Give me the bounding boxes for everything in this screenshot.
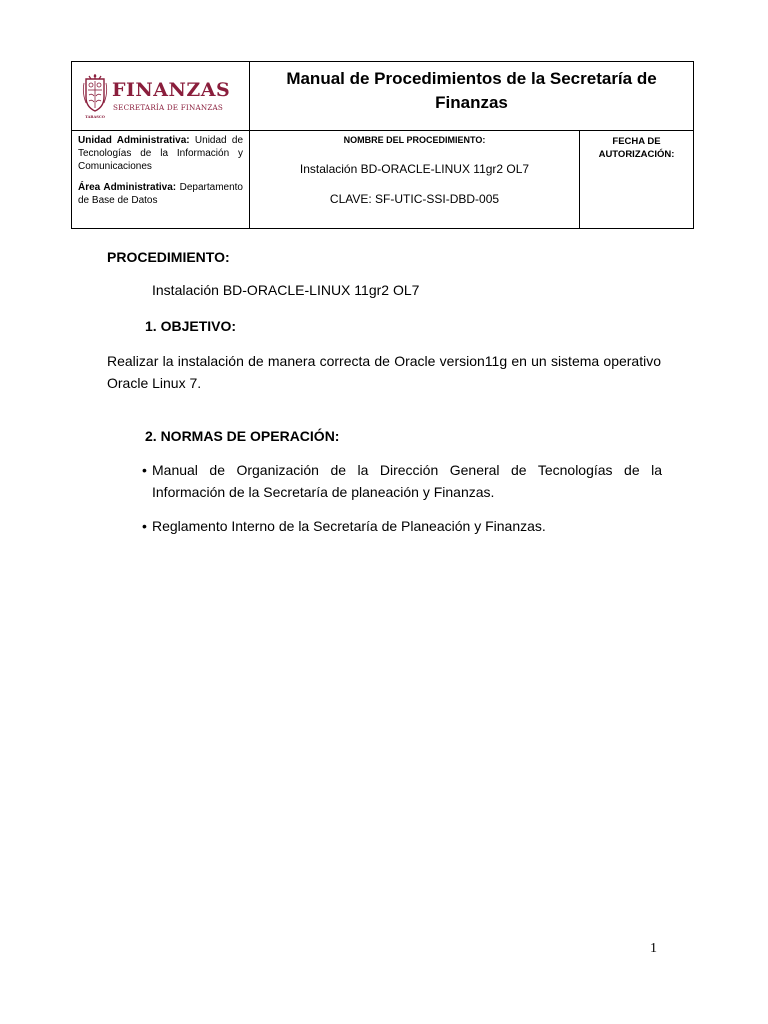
manual-title-cell <box>250 62 693 131</box>
unit-value: Unidad de Tecnologías de la Información y Comunicaciones <box>78 135 244 172</box>
unit-label: Unidad Administrativa: <box>78 135 190 146</box>
objective-heading: 1. OBJETIVO: <box>145 318 237 334</box>
date-label-line2: AUTORIZACIÓN: <box>598 149 675 160</box>
header-table <box>71 61 694 229</box>
norm-item-1 <box>142 459 662 503</box>
procedure-cell <box>250 131 580 228</box>
bullet-icon: • <box>142 518 147 534</box>
area-value: Departamento de Base de Datos <box>78 182 243 206</box>
procedure-heading: PROCEDIMIENTO: <box>107 249 230 265</box>
unit-block <box>78 134 243 173</box>
unit-cell <box>72 131 250 228</box>
page-number: 1 <box>650 941 657 956</box>
logo-subtitle: SECRETARÍA DE FINANZAS <box>113 103 224 112</box>
norm-text-2: Reglamento Interno de la Secretaría de Planeación y Finanzas. <box>152 518 546 534</box>
logo-cell <box>72 62 250 131</box>
area-label: Área Administrativa: <box>78 182 177 193</box>
norms-heading: 2. NORMAS DE OPERACIÓN: <box>145 428 340 444</box>
norm-text-1: Manual de Organización de la Dirección General de Tecnologías de la Información de la Secretaría de planeación y Finanzas. <box>152 462 662 500</box>
bullet-icon: • <box>142 462 147 478</box>
authorization-date-cell <box>580 131 693 228</box>
procedure-label: NOMBRE DEL PROCEDIMIENTO: <box>343 135 486 145</box>
procedure-title: Instalación BD-ORACLE-LINUX 11gr2 OL7 <box>152 282 420 298</box>
logo-title: FINANZAS <box>112 79 231 101</box>
finanzas-logo <box>82 73 242 119</box>
tabasco-seal-icon <box>82 73 108 119</box>
seal-caption: TABASCO <box>85 115 105 119</box>
procedure-key: CLAVE: SF-UTIC-SSI-DBD-005 <box>329 192 500 206</box>
manual-title: Manual de Procedimientos de la Secretaría de Finanzas <box>286 69 657 112</box>
date-label-line1: FECHA DE <box>612 136 661 147</box>
area-block <box>78 181 243 207</box>
objective-text: Realizar la instalación de manera correcta de Oracle version11g en un sistema operativo Oracle Linux 7. <box>107 353 661 391</box>
norm-item-2 <box>142 515 662 537</box>
procedure-name: Instalación BD-ORACLE-LINUX 11gr2 OL7 <box>299 162 530 176</box>
